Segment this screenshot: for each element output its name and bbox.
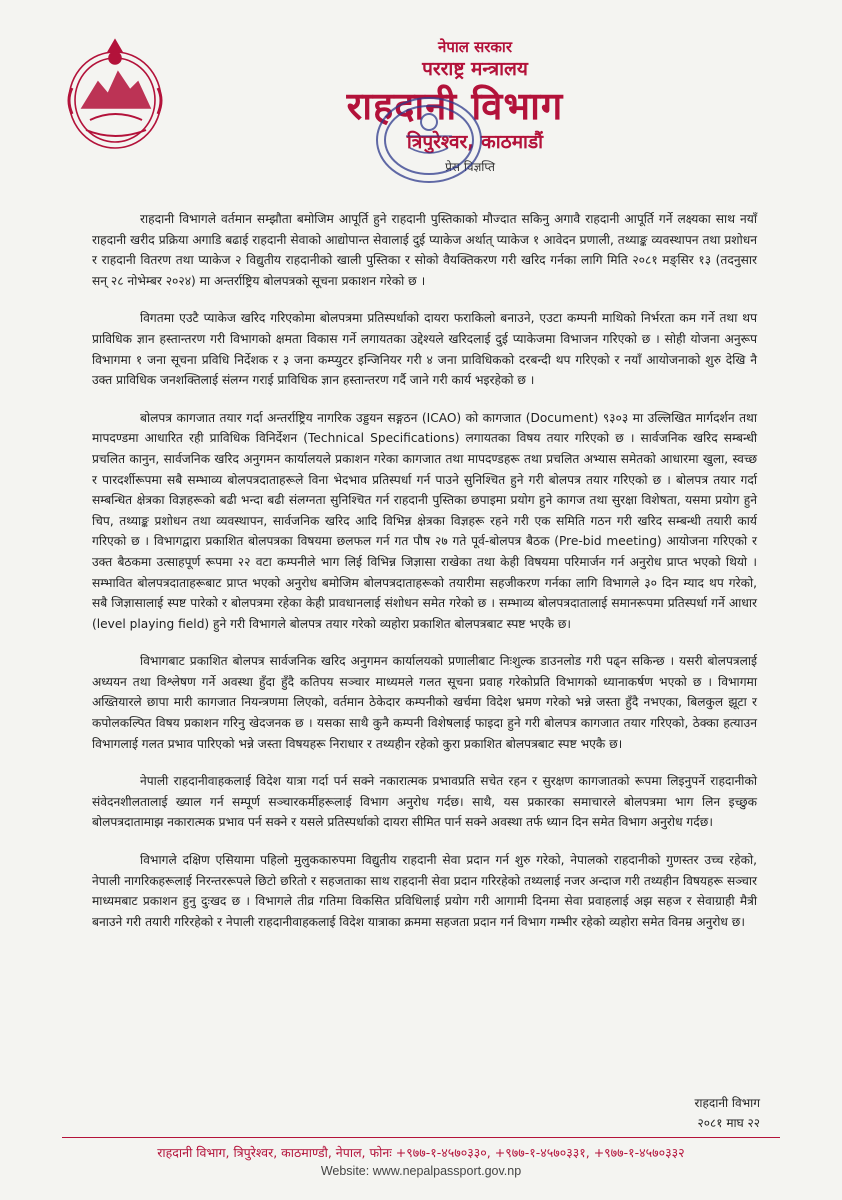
paragraph-1: राहदानी विभागले वर्तमान सम्झौता बमोजिम आपूर्ति हुने राहदानी पुस्तिकाको मौज्दात सकिनु अगावै राहदानी आपूर्ति गर्ने लक्ष्यका साथ नयाँ राहदानी खरीद प्रक्रिया अगाडि बढाई राहदानी सेवाको आद्योपान्त सेवालाई दुई प्याकेज अर्थात् प्याकेज १ आवेदन प्रणाली, तथ्याङ्क व्यवस्थापन तथा प्रशोधन र राहदानी वितरण तथा प्याकेज २ विद्युतीय राहदानीको खाली पुस्तिका र सोको वैयक्तिकरण गरी खरिद गर्नका लागि मिति २०८१ मङ्सिर १३ (तदनुसार सन् २८ नोभेम्बर २०२४) मा अन्तर्राष्ट्रिय बोलपत्रको सूचना प्रकाशन गरेको छ ।	[92, 212, 757, 288]
ministry-name: परराष्ट्र मन्त्रालय	[422, 58, 528, 80]
government-name: नेपाल सरकार	[438, 38, 512, 56]
footer-website[interactable]: Website: www.nepalpassport.gov.np	[320, 1164, 522, 1178]
paragraph-5: नेपाली राहदानीवाहकलाई विदेश यात्रा गर्दा पर्न सक्ने नकारात्मक प्रभावप्रति सचेत रहन र सुरक्षण कागजातको रूपमा लिइनुपर्ने राहदानीको संवेदनशीलतालाई ख्याल गर्न सम्पूर्ण सञ्चारकर्मीहरूलाई विभाग अनुरोध गर्दछ। साथै, यस प्रकारका समाचारले बोलपत्रमा भाग लिन इच्छुक बोलपत्रदातामाझ नकारात्मक प्रभाव पर्न सक्ने र यसले प्रतिस्पर्धाको दायरा सीमित पार्न सक्ने अवस्था तर्फ ध्यान दिन समेत विभाग अनुरोध गर्दछ।	[92, 774, 757, 830]
office-location: त्रिपुरेश्वर, काठमाडौं	[406, 131, 544, 153]
paragraph-6: विभागले दक्षिण एसियामा पहिलो मुलुककारुपमा विद्युतीय राहदानी सेवा प्रदान गर्न शुरु गरेको, नेपालको राहदानीको गुणस्तर उच्च रहेको, नेपाली नागरिकहरूलाई निरन्तररूपले छिटो छरितो र सहजताका साथ राहदानी सेवा प्रदान गरिरहेको तथ्यलाई नजर अन्दाज गरी तथ्यहीन विषयहरू सञ्चार माध्यमबाट प्रकाशन हुनु दुःखद छ । विभागले तीव्र गतिमा विकसित प्रविधिलाई प्रयोग गरी आगामी दिनमा सेवा प्रवाहलाई अझ सहज र सेवाग्राही मैत्री बनाउने गरी तयारी गरिरहेको र नेपाली राहदानीवाहकलाई विदेश यात्राका क्रममा सहजता प्रदान गर्न विभाग गम्भीर रहेको व्यहोरा समेत विनम्र अनुरोध छ।	[92, 853, 757, 929]
signature-date: २०८१ माघ २२	[697, 1116, 760, 1130]
nepal-emblem-icon	[60, 38, 170, 156]
signature-office: राहदानी विभाग	[694, 1096, 760, 1110]
paragraph-4: विभागबाट प्रकाशित बोलपत्र सार्वजनिक खरिद अनुगमन कार्यालयको प्रणालीबाट निःशुल्क डाउनलोड गरी पढ्न सकिन्छ । यसरी बोलपत्रलाई अध्ययन तथा विश्लेषण गर्ने अवस्था हुँदा हुँदै कतिपय सञ्चार माध्यमले गलत सूचना प्रवाह गरेकोप्रति विभागको ध्यानाकर्षण भएको छ । विभागमा अख्तियारले छापा मारी कागजात नियन्त्रणमा लिएको, वर्तमान ठेकेदार कम्पनीको खर्चमा विदेश भ्रमण गरेको भन्ने जस्ता हुँदै नभएका, बिलकुल झूटा र कपोलकल्पित विषय प्रकाशन गरिनु खेदजनक छ । यसका साथै कुनै कम्पनी विशेषलाई फाइदा हुने गरी बोलपत्र कागजात तयार गरिएको, ठेक्का हत्याउन विभागलाई गलत प्रभाव पारिएको भन्ने जस्ता विषयहरू निराधार र तथ्यहीन रहेको कुरा प्रकाशित बोलपत्रबाट स्पष्ट भएकै छ।	[92, 654, 757, 751]
paragraph-3: बोलपत्र कागजात तयार गर्दा अन्तर्राष्ट्रिय नागरिक उड्डयन सङ्गठन (ICAO) को कागजात (Document) ९३०३ मा उल्लिखित मार्गदर्शन तथा मापदण्डमा आधारित रही प्राविधिक विनिर्देशन (Technical Specifications) लगायतका विषय तयार गरिएको छ । सार्वजनिक खरिद सम्बन्धी प्रचलित कानुन, सार्वजनिक खरिद अनुगमन कार्यालयले प्रकाशन गरेका कागजात तथा मापदण्डहरू तथा प्रचलित अभ्यास समेतको आधारमा खुला, स्वच्छ र पारदर्शीरूपमा सबै सम्भाव्य बोलपत्रदाताहरूले विना भेदभाव प्रतिस्पर्धा गर्न पाउने सुनिश्चित हुने गरी बोलपत्र तयार गरिएको छ । बोलपत्र तयार गर्दा सम्बन्धित क्षेत्रका विज्ञहरूको बढी भन्दा बढी संलग्नता सुनिश्चित गर्न राहदानी पुस्तिका छपाइमा प्रयोग हुने कागज तथा सुरक्षा विशेषता, यसमा प्रयोग हुने चिप, तथ्याङ्क प्रशोधन तथा व्यवस्थापन, सार्वजनिक खरिद आदि विभिन्न क्षेत्रका विज्ञहरू रहने गरी एक समिति गठन गरी खरिद सम्बन्धी तयारी कार्य गरिएको छ । विभागद्वारा प्रकाशित बोलपत्रका विषयमा छलफल गर्न गत पौष २७ गते पूर्व-बोलपत्र बैठक (Pre-bid meeting) आयोजना गरिएको र उक्त बैठकमा उत्साहपूर्ण रूपमा २२ वटा कम्पनीले भाग लिई विभिन्न जिज्ञासा राखेका तथा केही विषयमा परिमार्जन गर्न अनुरोध प्राप्त भएको थियो । सम्भावित बोलपत्रदाताहरूबाट प्राप्त भएको अनुरोध बमोजिम बोलपत्रदाताहरूको तयारीमा सहजीकरण गर्नका लागि विभागले ३० दिन म्याद थप गरेको, सबै जिज्ञासालाई स्पष्ट पारेको र बोलपत्रमा रहेका केही प्रावधानलाई संशोधन समेत गरेको छ । सम्भाव्य बोलपत्रदातालाई समानरूपमा प्रतिस्पर्धा गर्ने आधार (level playing field) हुने गरी विभागले बोलपत्र तयार गरेको व्यहोरा प्रकाशित बोलपत्रबाट स्पष्ट भएकै छ।	[92, 410, 757, 631]
press-release-body	[92, 209, 757, 949]
footer-address: राहदानी विभाग, त्रिपुरेश्वर, काठमाण्डौ, नेपाल, फोनः +९७७-१-४५७०३३०, +९७७-१-४५७०३३१, +९७७-१-४५७०३३२	[157, 1145, 685, 1160]
footer-divider	[62, 1137, 780, 1138]
paragraph-2: विगतमा एउटै प्याकेज खरिद गरिएकोमा बोलपत्रमा प्रतिस्पर्धाको दायरा फराकिलो बनाउने, एउटा कम्पनी माथिको निर्भरता कम गर्ने तथा थप प्राविधिक ज्ञान हस्तान्तरण गरी विभागको क्षमता विकास गर्ने लगायतका उद्देश्यले खरिदलाई दुई प्याकेजमा विभाजन गरिएको छ । सोही योजना अनुरूप विभागमा १ जना सूचना प्रविधि निर्देशक र ३ जना कम्प्युटर इन्जिनियर गरी ४ जना प्राविधिकको दरबन्दी थप गरिएको र नयाँ आयोजनाको शुरु देखि नै उक्त प्राविधिक जनशक्तिलाई संलग्न गराई प्राविधिक ज्ञान हस्तान्तरण गर्दै जाने गरी कार्य भइरहेको छ ।	[92, 311, 757, 388]
footer	[62, 1143, 780, 1181]
signature-block	[650, 1093, 760, 1133]
office-seal-icon	[370, 92, 488, 188]
department-name: राहदानी विभाग	[346, 84, 564, 128]
document-title: प्रेस विज्ञप्ति	[445, 160, 495, 174]
